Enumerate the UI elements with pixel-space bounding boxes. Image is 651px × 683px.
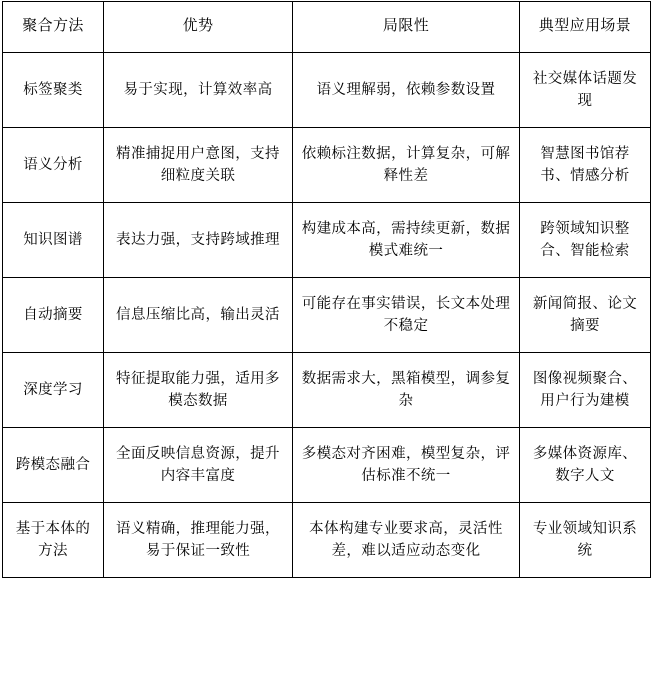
cell-advantage: 信息压缩比高，输出灵活 xyxy=(104,278,293,353)
cell-scenario: 跨领域知识整合、智能检索 xyxy=(520,203,651,278)
cell-advantage: 特征提取能力强，适用多模态数据 xyxy=(104,353,293,428)
cell-advantage: 全面反映信息资源，提升内容丰富度 xyxy=(104,428,293,503)
column-header-limitation: 局限性 xyxy=(293,2,520,53)
cell-method: 跨模态融合 xyxy=(3,428,104,503)
cell-limitation: 数据需求大，黑箱模型，调参复杂 xyxy=(293,353,520,428)
cell-advantage: 语义精确，推理能力强，易于保证一致性 xyxy=(104,503,293,578)
cell-method: 语义分析 xyxy=(3,128,104,203)
cell-method: 知识图谱 xyxy=(3,203,104,278)
cell-scenario: 智慧图书馆荐书、情感分析 xyxy=(520,128,651,203)
cell-limitation: 依赖标注数据，计算复杂，可解释性差 xyxy=(293,128,520,203)
cell-advantage: 精准捕捉用户意图，支持细粒度关联 xyxy=(104,128,293,203)
table-body xyxy=(3,2,651,578)
cell-method: 标签聚类 xyxy=(3,53,104,128)
cell-method: 自动摘要 xyxy=(3,278,104,353)
cell-method: 深度学习 xyxy=(3,353,104,428)
column-header-scenario: 典型应用场景 xyxy=(520,2,651,53)
cell-limitation: 可能存在事实错误，长文本处理不稳定 xyxy=(293,278,520,353)
comparison-table xyxy=(2,1,651,578)
table-row xyxy=(3,53,651,128)
cell-limitation: 多模态对齐困难，模型复杂，评估标准不统一 xyxy=(293,428,520,503)
table-header-row xyxy=(3,2,651,53)
table-row xyxy=(3,128,651,203)
cell-scenario: 多媒体资源库、数字人文 xyxy=(520,428,651,503)
cell-limitation: 语义理解弱，依赖参数设置 xyxy=(293,53,520,128)
cell-advantage: 易于实现，计算效率高 xyxy=(104,53,293,128)
table-row xyxy=(3,203,651,278)
cell-scenario: 社交媒体话题发现 xyxy=(520,53,651,128)
table-row xyxy=(3,428,651,503)
cell-scenario: 图像视频聚合、用户行为建模 xyxy=(520,353,651,428)
table-row xyxy=(3,353,651,428)
column-header-advantage: 优势 xyxy=(104,2,293,53)
cell-limitation: 本体构建专业要求高，灵活性差，难以适应动态变化 xyxy=(293,503,520,578)
cell-advantage: 表达力强，支持跨域推理 xyxy=(104,203,293,278)
cell-scenario: 新闻简报、论文摘要 xyxy=(520,278,651,353)
cell-limitation: 构建成本高，需持续更新，数据模式难统一 xyxy=(293,203,520,278)
cell-scenario: 专业领域知识系统 xyxy=(520,503,651,578)
column-header-method: 聚合方法 xyxy=(3,2,104,53)
table-row xyxy=(3,278,651,353)
table-row xyxy=(3,503,651,578)
cell-method: 基于本体的方法 xyxy=(3,503,104,578)
